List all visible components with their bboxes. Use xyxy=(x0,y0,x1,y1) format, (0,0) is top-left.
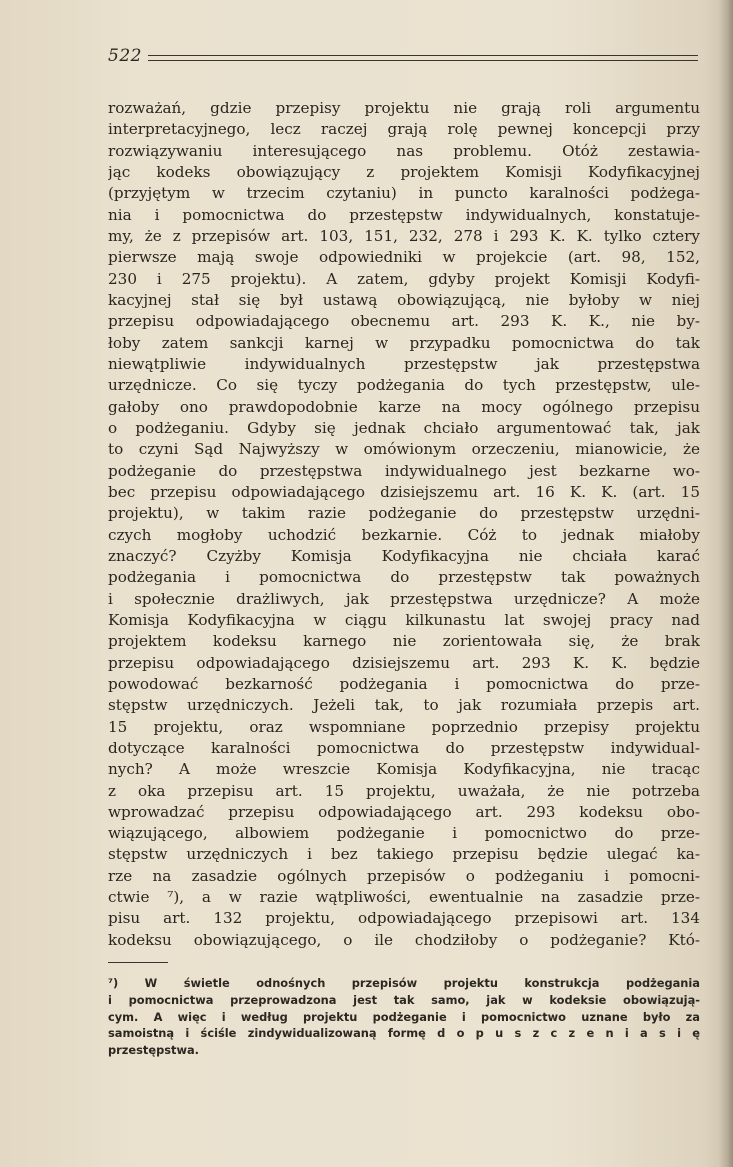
text-line: pierwsze mają swoje odpowiedniki w projekcie (art. 98, 152, xyxy=(108,248,700,267)
header-rule xyxy=(148,55,698,56)
page-header xyxy=(108,46,698,72)
footnotes xyxy=(108,975,700,1059)
text-line: nia i pomocnictwa do przestępstw indywidualnych, konstatuje- xyxy=(108,205,700,224)
text-line: projektem kodeksu karnego nie zorientowała się, że brak xyxy=(108,632,700,651)
text-line: wiązującego, albowiem podżeganie i pomocnictwo do prze- xyxy=(108,824,700,843)
text-line: rozwiązywaniu interesującego nas problemu. Otóż zestawia- xyxy=(108,141,700,160)
footnote-separator xyxy=(108,962,168,963)
text-line: wprowadzać przepisu odpowiadającego art. 293 kodeksu obo- xyxy=(108,802,700,821)
text-line: podżegania i pomocnictwa do przestępstw tak poważnych xyxy=(108,568,700,587)
text-line: o podżeganiu. Gdyby się jednak chciało argumentować tak, jak xyxy=(108,418,700,437)
header-rule-second xyxy=(148,60,698,61)
footnote-line: cym. A więc i według projektu podżeganie i pomocnictwo uznane było za xyxy=(108,1009,700,1024)
text-line: urzędnicze. Co się tyczy podżegania do tych przestępstw, ule- xyxy=(108,376,700,395)
text-line: powodować bezkarność podżegania i pomocnictwa do prze- xyxy=(108,674,700,693)
text-line: dotyczące karalności pomocnictwa do przestępstw indywidual- xyxy=(108,738,700,757)
text-line: łoby zatem sankcji karnej w przypadku pomocnictwa do tak xyxy=(108,333,700,352)
text-line: projektu), w takim razie podżeganie do przestępstw urzędni- xyxy=(108,504,700,523)
text-line: gałoby ono prawdopodobnie karze na mocy ogólnego przepisu xyxy=(108,397,700,416)
text-line: ctwie ⁷), a w razie wątpliwości, ewentualnie na zasadzie prze- xyxy=(108,888,700,907)
text-line: (przyjętym w trzecim czytaniu) in puncto karalności podżega- xyxy=(108,184,700,203)
text-line: stępstw urzędniczych. Jeżeli tak, to jak rozumiała przepis art. xyxy=(108,696,700,715)
text-line: czych mogłoby uchodzić bezkarnie. Cóż to jednak miałoby xyxy=(108,525,700,544)
text-line: interpretacyjnego, lecz raczej grają rolę pewnej koncepcji przy xyxy=(108,120,700,139)
body-text xyxy=(108,98,700,951)
footnote-line: i pomocnictwa przeprowadzona jest tak samo, jak w kodeksie obowiązują- xyxy=(108,992,700,1007)
text-line: to czyni Sąd Najwyższy w omówionym orzeczeniu, mianowicie, że xyxy=(108,440,700,459)
text-line: przepisu odpowiadającego dzisiejszemu art. 293 K. K. będzie xyxy=(108,653,700,672)
text-line: rozważań, gdzie przepisy projektu nie grają roli argumentu xyxy=(108,99,700,117)
page-edge-shadow xyxy=(719,0,733,1167)
text-line: bec przepisu odpowiadającego dzisiejszemu art. 16 K. K. (art. 15 xyxy=(108,482,700,501)
text-line: podżeganie do przestępstwa indywidualnego jest bezkarne wo- xyxy=(108,461,700,480)
footnote-line: przestępstwa. xyxy=(108,1043,199,1058)
text-line: niewątpliwie indywidualnych przestępstw jak przestępstwa xyxy=(108,354,700,373)
text-line: 15 projektu, oraz wspomniane poprzednio przepisy projektu xyxy=(108,717,700,736)
text-line: i społecznie drażliwych, jak przestępstwa urzędnicze? A może xyxy=(108,589,700,608)
footnote-line: samoistną i ściśle zindywidualizowaną formę d o p u s z c z e n i a s i ę xyxy=(108,1026,700,1041)
text-line: z oka przepisu art. 15 projektu, uważała, że nie potrzeba xyxy=(108,781,700,800)
text-line: kodeksu obowiązującego, o ile chodziłoby o podżeganie? Któ- xyxy=(108,930,700,949)
footnote-line: ⁷) W świetle odnośnych przepisów projektu konstrukcja podżegania xyxy=(108,976,700,990)
text-line: przepisu odpowiadającego obecnemu art. 293 K. K., nie by- xyxy=(108,312,700,331)
text-line: Komisja Kodyfikacyjna w ciągu kilkunastu lat swojej pracy nad xyxy=(108,610,700,629)
text-line: pisu art. 132 projektu, odpowiadającego przepisowi art. 134 xyxy=(108,909,700,928)
text-line: jąc kodeks obowiązujący z projektem Komisji Kodyfikacyjnej xyxy=(108,162,700,181)
text-line: rze na zasadzie ogólnych przepisów o podżeganiu i pomocni- xyxy=(108,866,700,885)
page-number: 522 xyxy=(108,46,142,66)
text-line: my, że z przepisów art. 103, 151, 232, 278 i 293 K. K. tylko cztery xyxy=(108,226,700,245)
text-line: nych? A może wreszcie Komisja Kodyfikacyjna, nie tracąc xyxy=(108,760,700,779)
text-line: 230 i 275 projektu). A zatem, gdyby projekt Komisji Kodyfi- xyxy=(108,269,700,288)
text-line: kacyjnej stał się był ustawą obowiązującą, nie byłoby w niej xyxy=(108,290,700,309)
text-line: znaczyć? Czyżby Komisja Kodyfikacyjna nie chciała karać xyxy=(108,546,700,565)
text-line: stępstw urzędniczych i bez takiego przepisu będzie ulegać ka- xyxy=(108,845,700,864)
